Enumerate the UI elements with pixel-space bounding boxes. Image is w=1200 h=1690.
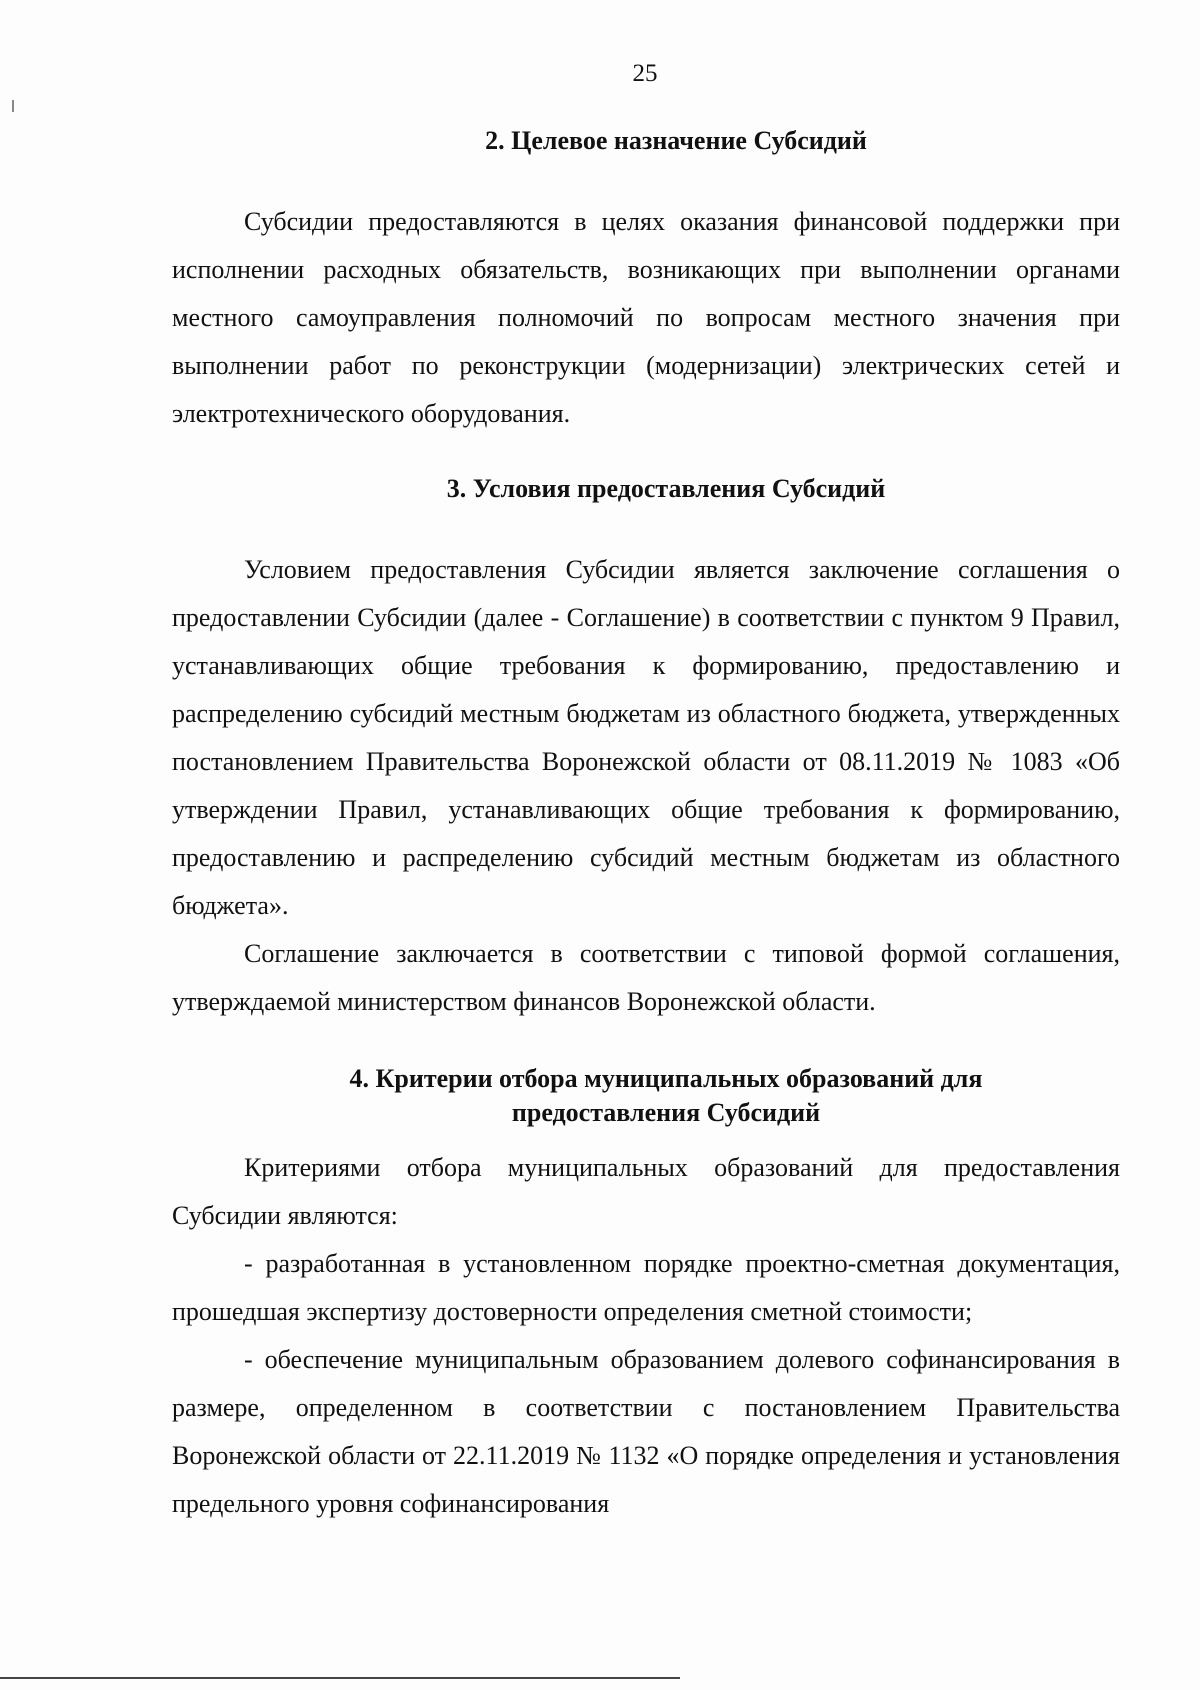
section-3-paragraph-1: Условием предоставления Субсидии является заключение соглашения о предоставлении Субсидии (далее - Соглашение) в соответствии с пунктом 9 Правил, устанавливающих общие требования к формированию, предоставлению и распределению субсидий местным бюджетам из областного бюджета, утвержденных постановлением Правительства Воронежской области от 08.11.2019 № 1083 «Об утверждении Правил, устанавливающих общие требования к формированию, предоставлению и распределению субсидий местным бюджетам из областного бюджета». [172,555,1120,920]
scan-artifact [12,100,14,112]
section-3-heading: 3. Условия предоставления Субсидий [446,474,886,503]
section-4-heading-line-2: предоставления Субсидий [511,1098,821,1127]
section-4-heading-line-1: 4. Критерии отбора муниципальных образований для [349,1064,983,1093]
document-body [172,120,1120,1528]
section-3-paragraph-2: Соглашение заключается в соответствии с типовой формой соглашения, утверждаемой министерством финансов Воронежской области. [172,939,1120,1016]
section-4-heading [212,1062,1120,1130]
section-4-criterion-2: - обеспечение муниципальным образованием долевого софинансирования в размере, определенном в соответствии с постановлением Правительства Воронежской области от 22.11.2019 № 1132 «О порядке определения и установления предельного уровня софинансирования [172,1345,1120,1518]
section-2-paragraph: Субсидии предоставляются в целях оказания финансовой поддержки при исполнении расходных обязательств, возникающих при выполнении органами местного самоуправления полномочий по вопросам местного значения при выполнении работ по реконструкции (модернизации) электрических сетей и электротехнического оборудования. [172,207,1120,428]
bottom-scan-line [0,1677,680,1679]
section-4-intro: Критериями отбора муниципальных образований для предоставления Субсидии являются: [172,1153,1120,1230]
section-2-heading: 2. Целевое назначение Субсидий [485,126,867,155]
section-4-criterion-1: - разработанная в установленном порядке проектно-сметная документация, прошедшая экспертизу достоверности определения сметной стоимости; [172,1249,1120,1326]
page-number: 25 [632,60,658,87]
